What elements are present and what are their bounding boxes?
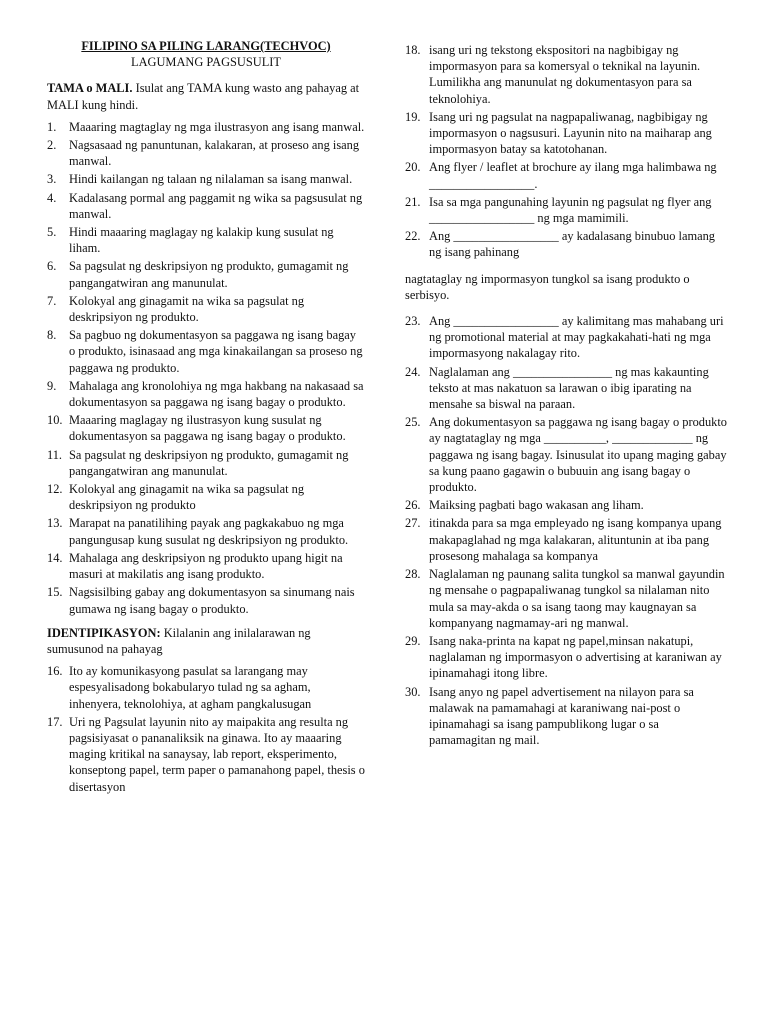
identipikasyon-list-right-a bbox=[405, 42, 727, 261]
item-number: 6. bbox=[47, 259, 57, 274]
identipikasyon-instruction bbox=[47, 625, 365, 657]
list-item bbox=[405, 566, 727, 631]
item-text: Hindi maaaring maglagay ng kalakip kung susulat ng liham. bbox=[69, 225, 334, 256]
list-item bbox=[405, 159, 727, 191]
list-item bbox=[405, 633, 727, 682]
list-item bbox=[47, 515, 365, 547]
item-number: 28. bbox=[405, 567, 421, 582]
item-text: Ang _________________ ay kadalasang binubuo lamang ng isang pahinang bbox=[429, 229, 715, 260]
item-number: 2. bbox=[47, 138, 57, 153]
list-item bbox=[405, 228, 727, 260]
item-number: 18. bbox=[405, 43, 421, 57]
item-number: 15. bbox=[47, 585, 63, 600]
list-item bbox=[47, 190, 365, 222]
list-item bbox=[47, 171, 365, 187]
list-item bbox=[405, 364, 727, 413]
item-text: Sa pagbuo ng dokumentasyon sa paggawa ng isang bagay o produkto, isinasaad ang mga kinakailangan sa proseso ng paggawa ng produkto. bbox=[69, 328, 363, 375]
list-item bbox=[405, 109, 727, 158]
list-item bbox=[405, 313, 727, 362]
item-number: 7. bbox=[47, 293, 57, 308]
item-number: 17. bbox=[47, 714, 63, 729]
item-text: Nagsasaad ng panuntunan, kalakaran, at proseso ang isang manwal. bbox=[69, 138, 360, 169]
item-number: 21. bbox=[405, 194, 421, 209]
list-item bbox=[47, 481, 365, 513]
identipikasyon-list-left bbox=[47, 663, 365, 795]
tama-o-mali-instruction bbox=[47, 80, 365, 112]
item-text: Hindi kailangan ng talaan ng nilalaman sa isang manwal. bbox=[69, 172, 353, 187]
item-text: Ito ay komunikasyong pasulat sa larangang may espesyalisadong bokabularyo tulad ng sa agham, inhenyera, teknolohiya, at agham pangkalusugan bbox=[69, 664, 312, 711]
item-text: Sa pagsulat ng deskripsiyon ng produkto, gumagamit ng pangangatwiran ang manunulat. bbox=[69, 447, 349, 478]
list-item bbox=[47, 447, 365, 479]
section-instruction: Kilalanin ang inilalarawan ng sumusunod na pahayag bbox=[47, 625, 311, 656]
list-item bbox=[47, 293, 365, 325]
list-item bbox=[47, 327, 365, 376]
page-title: FILIPINO SA PILING LARANG(TECHVOC) bbox=[81, 39, 331, 53]
item-number: 30. bbox=[405, 684, 421, 699]
list-item bbox=[47, 119, 365, 135]
item-text: Kadalasang pormal ang paggamit ng wika sa pagsusulat ng manwal. bbox=[69, 190, 363, 221]
item-text: Isang anyo ng papel advertisement na nilayon para sa malawak na pamamahagi at karaniwang nai-post o ipinamahagi sa isang pampublikong lugar o sa pamamagitan ng mail. bbox=[429, 684, 694, 748]
continuation-text: nagtataglay ng impormasyon tungkol sa isang produkto o serbisyo. bbox=[405, 271, 690, 302]
item-number: 20. bbox=[405, 160, 421, 175]
list-item bbox=[405, 414, 727, 495]
item-text: Marapat na panatilihing payak ang pagkakabuo ng mga pangungusap kung susulat ng deskripsiyon ng produkto. bbox=[69, 516, 349, 547]
item-text: itinakda para sa mga empleyado ng isang kompanya upang makapaglahad ng mga kalakaran, alituntunin at iba pang prosesong mahalaga sa kompanya bbox=[429, 516, 722, 563]
item-text: Ang _________________ ay kalimitang mas mahabang uri ng promotional material at may pagkakahati-hati ng mga impormasyong nakalagay rito. bbox=[429, 314, 724, 361]
item-text: Kolokyal ang ginagamit na wika sa pagsulat ng deskripsiyon ng produkto bbox=[69, 482, 305, 513]
list-item bbox=[47, 584, 365, 616]
item-number: 9. bbox=[47, 378, 57, 393]
item-number: 13. bbox=[47, 516, 63, 531]
item-number: 26. bbox=[405, 498, 421, 513]
item-number: 12. bbox=[47, 482, 63, 497]
item-number: 4. bbox=[47, 190, 57, 205]
section-label: IDENTIPIKASYON: bbox=[47, 625, 161, 640]
list-item bbox=[405, 515, 727, 564]
item-text: Ang dokumentasyon sa paggawa ng isang bagay o produkto ay nagtataglay ng mga __________, _____________ ng paggawa ng isang bagay. Isinusulat ito upang maging gabay sa kung paano gagawin o bubuuin ang isang bagay o produkto. bbox=[429, 415, 728, 495]
item-number: 22. bbox=[405, 229, 421, 244]
item-text: Nagsisilbing gabay ang dokumentasyon sa sinumang nais gumawa ng isang bagay o produkto. bbox=[69, 585, 355, 616]
list-item bbox=[405, 42, 727, 107]
item-text: Naglalaman ng paunang salita tungkol sa manwal gayundin ng mensahe o pagpapaliwanag tungkol sa nilalaman nito mula sa may-akda o sa isang taong may kaugnayan sa kompanyang nagmamay-ari ng manwal. bbox=[429, 567, 725, 630]
item-text: Mahalaga ang kronolohiya ng mga hakbang na nakasaad sa dokumentasyon sa paggawa ng isang bagay o produkto. bbox=[69, 378, 364, 410]
item-text: Isang naka-printa na kapat ng papel,minsan nakatupi, naglalaman ng impormasyon o advertising at karaniwan ay ipinamahagi itong libre. bbox=[429, 633, 722, 681]
item-number: 8. bbox=[47, 328, 57, 343]
list-item bbox=[47, 714, 365, 795]
item-number: 16. bbox=[47, 664, 63, 679]
item-number: 1. bbox=[47, 119, 57, 134]
page-subtitle: LAGUMANG PAGSUSULIT bbox=[131, 55, 281, 70]
list-item bbox=[405, 194, 727, 226]
identipikasyon-list-right-b bbox=[405, 313, 727, 748]
list-item bbox=[47, 224, 365, 256]
item-text: Ang flyer / leaflet at brochure ay ilang mga halimbawa ng _________________. bbox=[429, 160, 717, 191]
item-text: isang uri ng tekstong ekspositori na nagbibigay ng impormasyon para sa komersyal o teknikal na layunin. Lumilikha ang manunulat ng dokumentasyon para sa teknolohiya. bbox=[429, 43, 701, 106]
list-item bbox=[47, 550, 365, 582]
item-text: Mahalaga ang deskripsiyon ng produkto upang higit na masuri at makilatis ang isang produkto. bbox=[69, 550, 343, 582]
item-number: 24. bbox=[405, 364, 421, 379]
list-item bbox=[47, 412, 365, 444]
list-item bbox=[47, 663, 365, 712]
item-number: 25. bbox=[405, 415, 421, 430]
item-text: Isa sa mga pangunahing layunin ng pagsulat ng flyer ang _________________ ng mga mamimili. bbox=[429, 194, 712, 226]
item-number: 11. bbox=[47, 447, 63, 462]
item-number: 5. bbox=[47, 225, 57, 240]
item-number: 27. bbox=[405, 516, 421, 531]
item-number: 10. bbox=[47, 413, 63, 428]
item-text: Maiksing pagbati bago wakasan ang liham. bbox=[429, 498, 644, 513]
section-instruction: Isulat ang TAMA kung wasto ang pahayag at MALI kung hindi. bbox=[47, 81, 360, 112]
item-text: Sa pagsulat ng deskripsiyon ng produkto, gumagamit ng pangangatwiran ang manunulat. bbox=[69, 259, 349, 290]
list-item bbox=[47, 137, 365, 169]
item-number: 29. bbox=[405, 633, 421, 648]
item-number: 14. bbox=[47, 550, 63, 565]
left-column bbox=[47, 38, 365, 797]
list-item bbox=[47, 378, 365, 410]
list-item bbox=[47, 258, 365, 290]
item-text: Isang uri ng pagsulat na nagpapaliwanag, nagbibigay ng impormasyon o nagsusuri. Layunin nito na maiharap ang impormasyon batay sa katotohanan. bbox=[429, 109, 712, 157]
item-number: 3. bbox=[47, 172, 57, 187]
item-text: Naglalaman ang ________________ ng mas kakaunting teksto at mas nakatuon sa larawan o ibig iparating na mensahe sa biswal na paraan. bbox=[429, 364, 709, 412]
list-item bbox=[405, 684, 727, 749]
item-number: 23. bbox=[405, 314, 421, 329]
item-text: Maaaring magtaglay ng mga ilustrasyon ang isang manwal. bbox=[69, 119, 365, 134]
section-label: TAMA o MALI. bbox=[47, 81, 133, 96]
tama-o-mali-list bbox=[47, 119, 365, 617]
item-text: Maaaring maglagay ng ilustrasyon kung susulat ng dokumentasyon sa paggawa ng isang bagay o produkto. bbox=[69, 413, 346, 444]
right-column bbox=[405, 42, 727, 750]
list-item bbox=[405, 497, 727, 513]
item-text: Kolokyal ang ginagamit na wika sa pagsulat ng deskripsiyon ng produkto. bbox=[69, 293, 305, 325]
item-number: 19. bbox=[405, 109, 421, 124]
item-text: Uri ng Pagsulat layunin nito ay maipakita ang resulta ng pagsisiyasat o pananaliksik na ginawa. Ito ay maaaring maging kritikal na sanaysay, lab report, eksperimento, konseptong papel, term paper o pamanahong papel, thesis o disertasyon bbox=[69, 714, 365, 794]
